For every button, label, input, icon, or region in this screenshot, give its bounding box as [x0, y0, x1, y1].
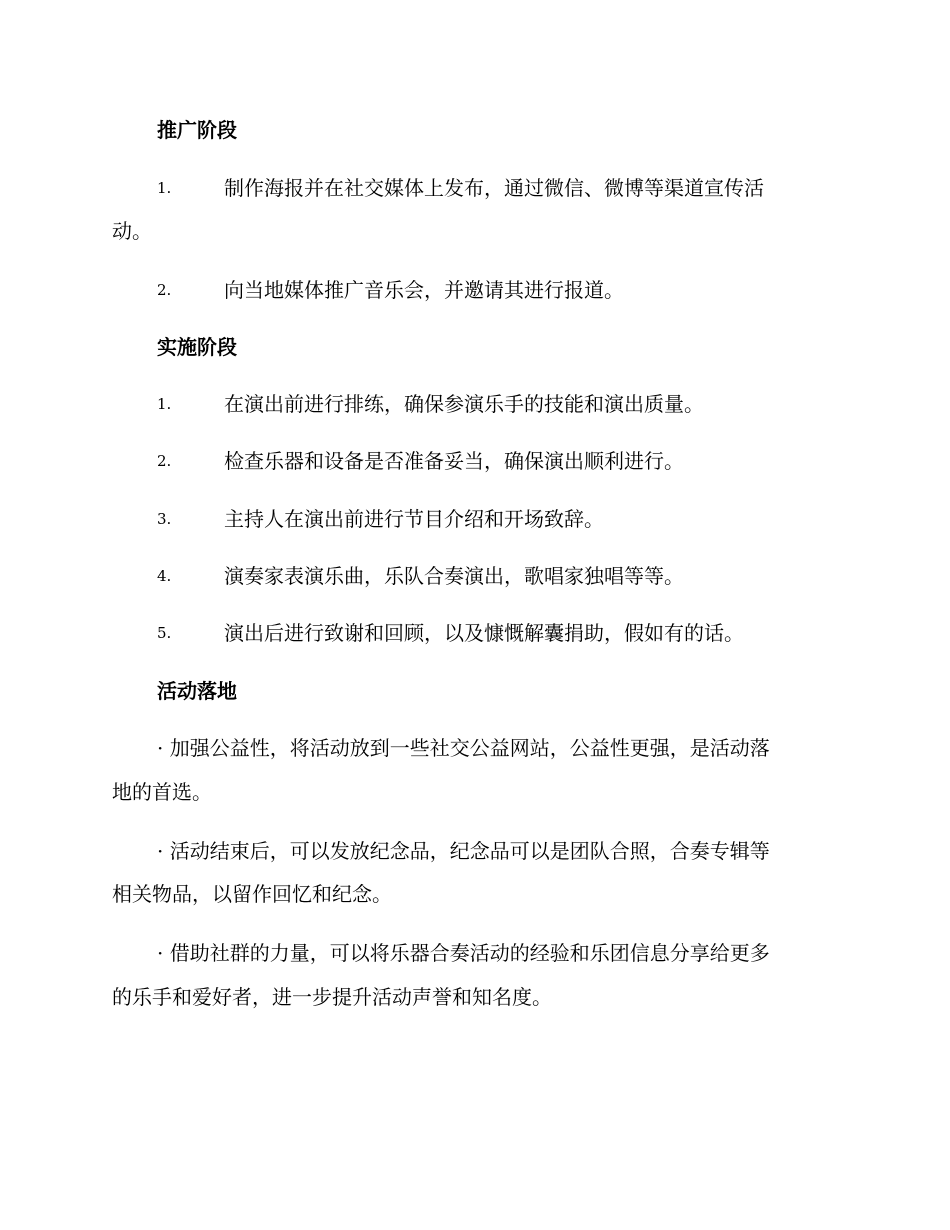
list-item-text: 演奏家表演乐曲，乐队合奏演出，歌唱家独唱等等。 — [224, 564, 684, 588]
bullet-paragraph: · 加强公益性，将活动放到一些社交公益网站，公益性更强，是活动落 — [157, 736, 770, 760]
list-item-number: 1. — [157, 395, 172, 413]
list-item-number: 2. — [157, 452, 172, 470]
bullet-paragraph: · 活动结束后，可以发放纪念品，纪念品可以是团队合照，合奏专辑等 — [157, 839, 770, 863]
bullet-paragraph-continued: 地的首选。 — [112, 780, 212, 804]
section-heading-landing: 活动落地 — [157, 679, 237, 703]
list-item-number: 5. — [157, 624, 172, 642]
list-item-number: 3. — [157, 510, 172, 528]
list-item-text: 演出后进行致谢和回顾，以及慷慨解囊捐助，假如有的话。 — [224, 621, 744, 645]
list-item-text: 在演出前进行排练，确保参演乐手的技能和演出质量。 — [224, 392, 704, 416]
bullet-paragraph-continued: 相关物品，以留作回忆和纪念。 — [112, 882, 392, 906]
list-item-number: 1. — [157, 179, 172, 197]
list-item-text: 制作海报并在社交媒体上发布，通过微信、微博等渠道宣传活 — [224, 176, 764, 200]
list-item-text: 向当地媒体推广音乐会，并邀请其进行报道。 — [224, 278, 624, 302]
section-heading-implementation: 实施阶段 — [157, 335, 237, 359]
list-item-text-continued: 动。 — [112, 219, 152, 243]
list-item-text: 主持人在演出前进行节目介绍和开场致辞。 — [224, 507, 604, 531]
bullet-paragraph-continued: 的乐手和爱好者，进一步提升活动声誉和知名度。 — [112, 985, 552, 1009]
list-item-text: 检查乐器和设备是否准备妥当，确保演出顺利进行。 — [224, 449, 684, 473]
list-item-number: 2. — [157, 281, 172, 299]
bullet-paragraph: · 借助社群的力量，可以将乐器合奏活动的经验和乐团信息分享给更多 — [157, 941, 770, 965]
section-heading-promotion: 推广阶段 — [157, 118, 237, 142]
list-item-number: 4. — [157, 567, 172, 585]
